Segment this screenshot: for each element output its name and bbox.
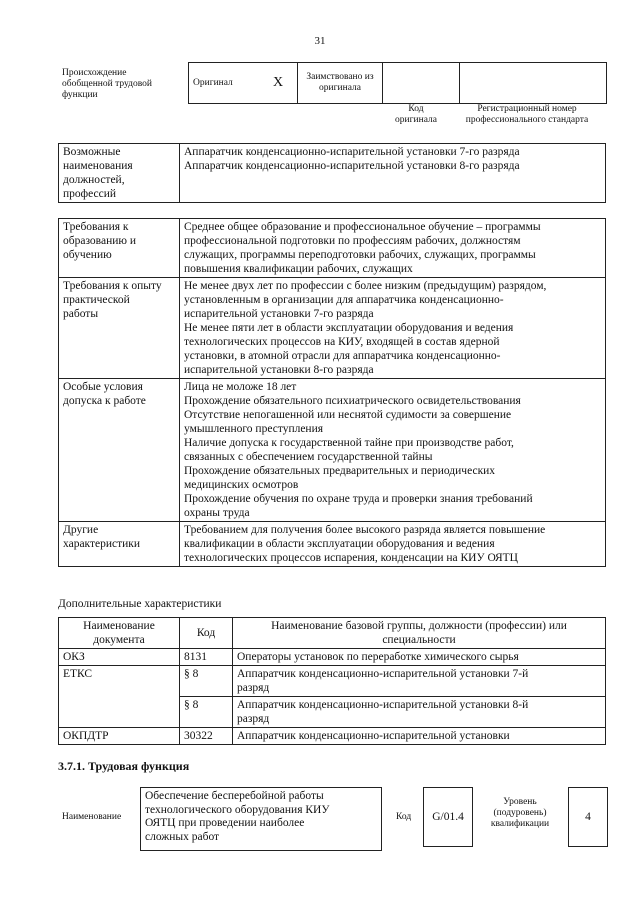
requirement-label: Особые условия допуска к работе <box>59 379 180 522</box>
reg-caption: Регистрационный номер профессионального стандарта <box>465 104 589 125</box>
row-name: Аппаратчик конденсационно-испарительной установки 7-й разряд <box>233 666 606 697</box>
row-doc: ЕТКС <box>59 666 180 697</box>
origin-table <box>188 62 607 104</box>
requirement-row <box>59 522 606 567</box>
additional-table <box>58 617 606 745</box>
header-code: Код <box>180 618 233 649</box>
table-row <box>59 666 606 697</box>
positions-label: Возможные наименования должностей, профессий <box>59 144 180 203</box>
row-name: Аппаратчик конденсационно-испарительной установки 8-й разряд <box>233 697 606 728</box>
table-row <box>59 697 606 728</box>
page-number: 31 <box>314 35 326 47</box>
positions-table <box>58 143 606 203</box>
function-level-value: 4 <box>568 787 608 847</box>
requirement-text: Не менее двух лет по профессии с более низким (предыдущим) разрядом, установленным в организации для аппаратчика конденсационно- испарительной установки 7-го разряда Не менее пяти лет в области эксплуатации оборудования и ведения технологических процессов на КИУ, входящей в состав ядерной установки, в атомной отрасли для аппаратчика конденсационно- испарительной установки 8-го разряда <box>180 278 606 379</box>
original-mark: X <box>259 63 298 104</box>
requirement-text: Среднее общее образование и профессиональное обучение – программы профессиональной подготовки по профессиям рабочих, должностям служащих, программы переподготовки рабочих, служащих, программы повышения квалификации рабочих, служащих <box>180 219 606 278</box>
requirement-row <box>59 278 606 379</box>
requirement-row <box>59 379 606 522</box>
original-code-cell <box>383 63 460 104</box>
reg-number-cell <box>460 63 607 104</box>
row-code: § 8 <box>180 666 233 697</box>
borrowed-label: Заимствовано из оригинала <box>298 63 383 104</box>
requirement-text: Лица не моложе 18 лет Прохождение обязательного психиатрического освидетельствования Отсутствие непогашенной или неснятой судимости за совершение умышленного преступления Наличие допуска к государственной тайне при производстве работ, связанных с обеспечением государственной тайны Прохождение обязательных предварительных и периодических медицинских осмотров Прохождение обучения по охране труда и проверки знания требований охраны труда <box>180 379 606 522</box>
function-name-label: Наименование <box>62 812 122 822</box>
requirement-text: Требованием для получения более высокого разряда является повышение квалификации в области эксплуатации оборудования и ведения технологических процессов испарения, конденсации на КИУ ОЯТЦ <box>180 522 606 567</box>
code-caption: Код оригинала <box>395 104 437 125</box>
additional-header-row <box>59 618 606 649</box>
row-doc: ОКЗ <box>59 649 180 666</box>
function-code-label: Код <box>396 812 412 822</box>
additional-title: Дополнительные характеристики <box>58 598 222 610</box>
function-code-value: G/01.4 <box>423 787 473 847</box>
function-heading: 3.7.1. Трудовая функция <box>58 759 190 773</box>
original-label: Оригинал <box>189 63 260 104</box>
function-level-label: Уровень (подуровень) квалификации <box>490 797 550 829</box>
row-name: Аппаратчик конденсационно-испарительной установки <box>233 728 606 745</box>
requirement-label: Другие характеристики <box>59 522 180 567</box>
header-name: Наименование базовой группы, должности (профессии) или специальности <box>233 618 606 649</box>
header-doc: Наименование документа <box>59 618 180 649</box>
row-doc: ОКПДТР <box>59 728 180 745</box>
requirement-row <box>59 219 606 278</box>
table-row <box>59 649 606 666</box>
requirement-label: Требования к образованию и обучению <box>59 219 180 278</box>
positions-values: Аппаратчик конденсационно-испарительной установки 7-го разряда Аппаратчик конденсационно-испарительной установки 8-го разряда <box>180 144 606 203</box>
row-code: § 8 <box>180 697 233 728</box>
origin-label: Происхождение обобщенной трудовой функции <box>62 68 152 100</box>
row-name: Операторы установок по переработке химического сырья <box>233 649 606 666</box>
row-code: 8131 <box>180 649 233 666</box>
row-doc <box>59 697 180 728</box>
function-name-value: Обеспечение бесперебойной работы технологического оборудования КИУ ОЯТЦ при проведении наиболее сложных работ <box>140 787 382 851</box>
row-code: 30322 <box>180 728 233 745</box>
requirement-label: Требования к опыту практической работы <box>59 278 180 379</box>
table-row <box>59 728 606 745</box>
requirements-table <box>58 218 606 567</box>
